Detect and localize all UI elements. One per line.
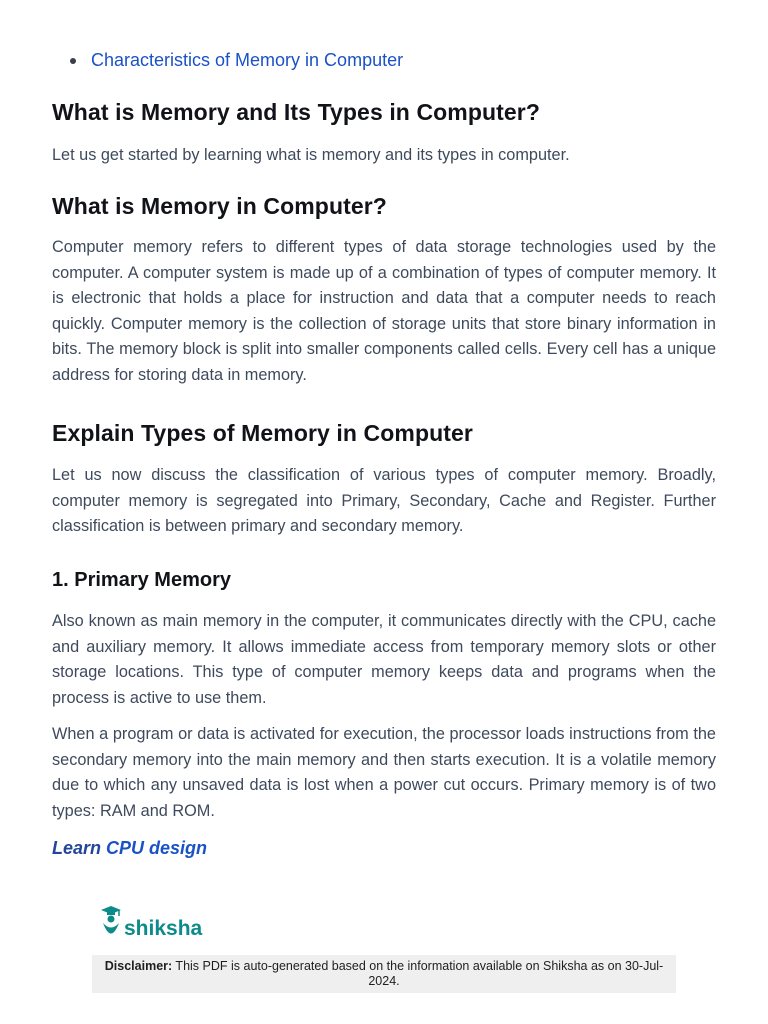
paragraph-primary-memory-2: When a program or data is activated for execution, the processor loads instructions from the secondary memory into the main memory and then starts execution. It is a volatile memory due to which any unsaved data is lost when a power cut occurs. Primary memory is of two types: RAM and ROM. (52, 725, 716, 820)
cpu-design-link[interactable]: CPU design (106, 838, 208, 858)
disclaimer-box (92, 955, 676, 993)
graduation-figure-icon (100, 906, 122, 940)
shiksha-logo (100, 906, 202, 940)
disclaimer-text: This PDF is auto-generated based on the information available on Shiksha as on 30-Jul-2024. (172, 959, 664, 988)
heading-primary-memory: 1. Primary Memory (52, 569, 231, 591)
heading-memory-and-types: What is Memory and Its Types in Computer? (52, 99, 541, 125)
logo-wordmark: shiksha (124, 917, 203, 940)
paragraph-memory-definition: Computer memory refers to different types of data storage technologies used by the computer. A computer system is made up of a combination of types of computer memory. It is electronic that holds a place for instruction and data that a computer needs to reach quickly. Computer memory is the collection of storage units that store binary information in bits. The memory block is split into smaller components called cells. Every cell has a unique address for storing data in memory. (52, 238, 716, 384)
learn-line (52, 838, 207, 859)
toc-bullet-item (70, 50, 403, 71)
paragraph-classification: Let us now discuss the classification of various types of computer memory. Broadly, computer memory is segregated into Primary, Secondary, Cache and Register. Further classification is between primary and secondary memory. (52, 466, 716, 536)
disclaimer-label: Disclaimer: (104, 959, 173, 973)
heading-types-of-memory: Explain Types of Memory in Computer (52, 420, 473, 446)
toc-link-characteristics[interactable]: Characteristics of Memory in Computer (91, 50, 404, 70)
paragraph-primary-memory-1: Also known as main memory in the computer, it communicates directly with the CPU, cache and auxiliary memory. It allows immediate access from temporary memory slots or other storage locations. This type of computer memory keeps data and programs when the process is active to use them. (52, 612, 716, 707)
paragraph-intro: Let us get started by learning what is memory and its types in computer. (52, 146, 570, 164)
bullet-icon (70, 58, 76, 64)
learn-prefix: Learn (52, 838, 107, 858)
heading-what-is-memory: What is Memory in Computer? (52, 193, 387, 219)
